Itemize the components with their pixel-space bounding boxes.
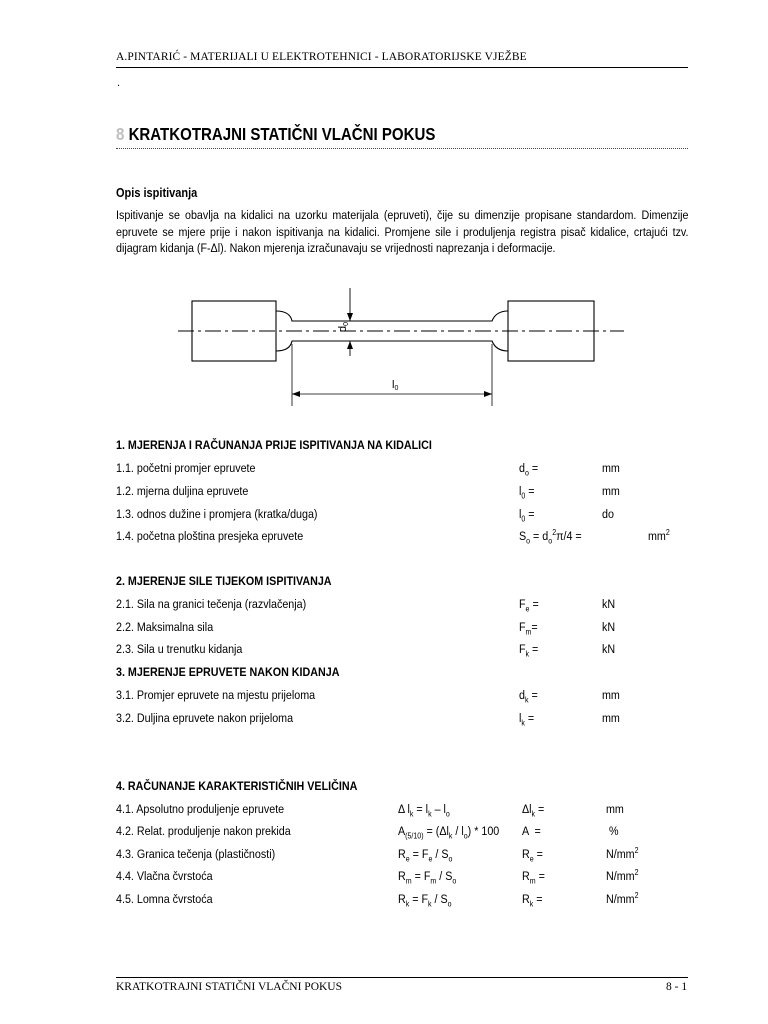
row-label: 4.5. Lomna čvrstoća [116, 892, 213, 906]
row-symbol: $F_m=$ [519, 620, 538, 637]
row-symbol: $\Delta l_k$ = [522, 802, 545, 819]
diameter-label: d0 [337, 321, 350, 332]
row-unit: do [602, 507, 614, 521]
section4-heading: 4. RAČUNANJE KARAKTERISTIČNIH VELIČINA [116, 779, 358, 793]
section2-heading: 2. MJERENJE SILE TIJEKOM ISPITIVANJA [116, 574, 332, 588]
row-unit: $mm^2$ [648, 527, 670, 543]
row-formula: $A_{(5/10)} = (\Delta l_k / l_o) * 100$ [398, 824, 500, 841]
row-label: 4.4. Vlačna čvrstoća [116, 869, 213, 883]
row-symbol: $R_k$ = [522, 892, 543, 909]
row-formula: $R_k = F_k / S_o$ [398, 892, 452, 909]
row-symbol: A = [522, 824, 541, 838]
row-unit: $N/mm^2$ [606, 845, 639, 861]
row-label: 2.2. Maksimalna sila [116, 620, 214, 634]
row-unit: mm [602, 484, 620, 498]
row-symbol: $S_o = d_o^2\pi/4$ = [519, 527, 582, 546]
description-paragraph [116, 207, 688, 257]
row-unit: kN [602, 642, 616, 656]
row-symbol: $F_e$ = [519, 597, 539, 614]
row-unit: $N/mm^2$ [606, 890, 639, 906]
row-unit: kN [602, 597, 616, 611]
row-symbol: $l_k$ = [519, 711, 535, 728]
description-line: dijagram kidanja (F-Δl). Nakon mjerenja izračunavaju se vrijednosti naprezanja i deformacije. [116, 241, 556, 255]
gauge-bottom-edge [276, 341, 508, 351]
row-formula: $R_m = F_m / S_o$ [398, 869, 457, 886]
row-label: 4.2. Relat. produljenje nakon prekida [116, 824, 291, 838]
section3-heading: 3. MJERENJE EPRUVETE NAKON KIDANJA [116, 665, 340, 679]
row-symbol: $R_m$ = [522, 869, 545, 886]
row-unit: kN [602, 620, 616, 634]
specimen-diagram [178, 284, 628, 409]
row-symbol: $d_o$ = [519, 461, 539, 478]
row-label: 4.1. Apsolutno produljenje epruvete [116, 802, 285, 816]
row-unit: % [609, 824, 619, 838]
row-formula: Δ $l_k = l_k - l_o$ [398, 802, 450, 819]
stray-dot: . [117, 77, 121, 89]
row-label: 3.2. Duljina epruvete nakon prijeloma [116, 711, 294, 725]
footer-title: KRATKOTRAJNI STATIČNI VLAČNI POKUS [116, 981, 343, 993]
row-symbol: $l_0$ = [519, 507, 535, 524]
header-rule [116, 67, 688, 68]
row-label: 1.2. mjerna duljina epruvete [116, 484, 249, 498]
section1-heading: 1. MJERENJA I RAČUNANJA PRIJE ISPITIVANJA NA KIDALICI [116, 438, 432, 452]
length-label: l0 [392, 379, 399, 392]
length-arrow-left [292, 391, 300, 397]
row-label: 1.4. početna ploština presjeka epruvete [116, 529, 304, 543]
gauge-top-edge [276, 311, 508, 321]
row-symbol: $R_e$ = [522, 847, 543, 864]
diameter-arrow-top [347, 313, 353, 321]
row-label: 4.3. Granica tečenja (plastičnosti) [116, 847, 276, 861]
chapter-title [116, 124, 435, 145]
description-line: Ispitivanje se obavlja na kidalici na uzorku materijala (epruveti), čije su dimenzije propisane standardom. Dimenzije [116, 208, 689, 222]
row-unit: mm [602, 711, 620, 725]
page-number: 8 - 1 [666, 981, 688, 993]
description-line: epruvete se mjere prije i nakon ispitivanja na kidalici. Promjene sile i produljenja registra pisač kidalice, crtajući tzv. [116, 224, 689, 239]
chapter-number: 8 [116, 124, 125, 144]
row-symbol: $d_k$ = [519, 688, 538, 705]
row-symbol: $l_0$ = [519, 484, 535, 501]
row-label: 1.3. odnos dužine i promjera (kratka/duga) [116, 507, 318, 521]
footer-rule [116, 977, 688, 978]
diameter-arrow-bottom [347, 341, 353, 349]
row-label: 3.1. Promjer epruvete na mjestu prijeloma [116, 688, 316, 702]
row-unit: $N/mm^2$ [606, 867, 639, 883]
row-label: 2.3. Sila u trenutku kidanja [116, 642, 243, 656]
chapter-title-text: KRATKOTRAJNI STATIČNI VLAČNI POKUS [128, 124, 436, 144]
row-formula: $R_e = F_e / S_o$ [398, 847, 453, 864]
row-label: 1.1. početni promjer epruvete [116, 461, 256, 475]
row-symbol: $F_k$ = [519, 642, 539, 659]
running-header: A.PINTARIĆ - MATERIJALI U ELEKTROTEHNICI - LABORATORIJSKE VJEŽBE [116, 51, 527, 63]
title-rule [116, 148, 688, 149]
row-unit: mm [606, 802, 624, 816]
length-arrow-right [484, 391, 492, 397]
row-unit: mm [602, 688, 620, 702]
row-label: 2.1. Sila na granici tečenja (razvlačenja) [116, 597, 307, 611]
row-unit: mm [602, 461, 620, 475]
description-heading: Opis ispitivanja [116, 186, 198, 200]
